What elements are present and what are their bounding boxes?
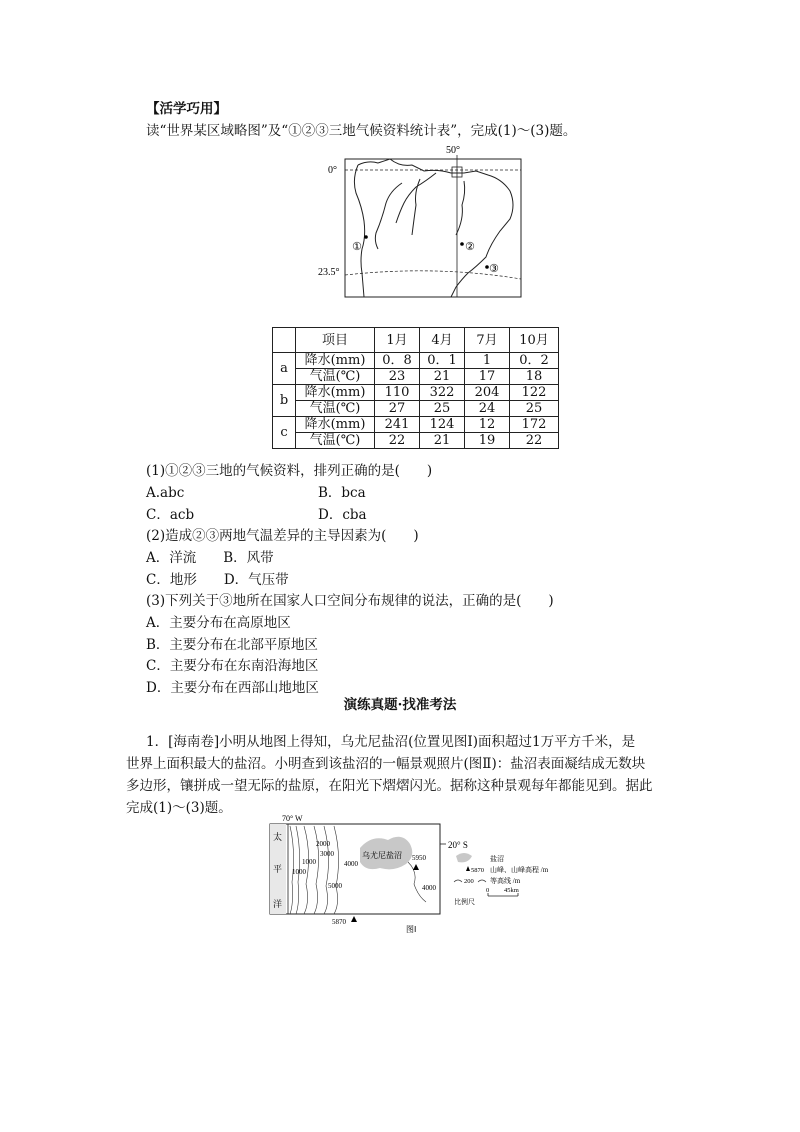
q1-stem: (1)①②③三地的气候资料，排列正确的是( ) (146, 463, 433, 479)
table-cell: 降水(mm) (296, 385, 375, 401)
table-row (273, 417, 559, 433)
table-cell: 322 (420, 385, 465, 401)
figure-caption: 图Ⅰ (406, 925, 417, 934)
table-cell: 18 (510, 369, 559, 385)
table-header-cell: 7月 (465, 328, 510, 353)
legend-peak-value: 5870 (471, 867, 484, 874)
table-row (273, 433, 559, 449)
table-cell: 122 (510, 385, 559, 401)
table-cell: 204 (465, 385, 510, 401)
section-title: 【活学巧用】 (146, 101, 227, 117)
q2-stem: (2)造成②③两地气温差异的主导因素为( ) (146, 528, 419, 544)
point-3-label: ③ (489, 262, 499, 275)
table-cell: 22 (375, 433, 420, 449)
table-cell: 17 (465, 369, 510, 385)
point-1-label: ① (352, 240, 362, 253)
point-2-label: ② (465, 240, 475, 253)
table-cell: 气温(℃) (296, 401, 375, 417)
table-header-row (273, 328, 559, 353)
table-cell: 1 (465, 353, 510, 369)
contour-label: 4000 (344, 860, 358, 868)
legend-salt-swatch (456, 853, 472, 862)
contour-label: 1000 (302, 858, 316, 866)
table-row (273, 385, 559, 401)
q2-options-cd: C．地形 D．气压带 (146, 572, 289, 588)
point-1-dot (364, 235, 368, 239)
table-cell: 25 (420, 401, 465, 417)
table-row (273, 401, 559, 417)
ocean-char: 太 (273, 832, 283, 842)
legend-contour-label: 等高线 /m (490, 877, 521, 885)
group-label: c (273, 417, 296, 449)
uyuni-map (268, 812, 548, 937)
paragraph-line: 1．[海南卷]小明从地图上得知，乌尤尼盐沼(位置见图Ⅰ)面积超过1万平方千米，是 (146, 734, 636, 750)
table-header-blank (273, 328, 296, 353)
table-cell: 12 (465, 417, 510, 433)
contour-label: 2000 (316, 840, 330, 848)
legend-contour-value: 200 (464, 878, 474, 885)
q2-options-ab: A．洋流 B．风带 (146, 550, 274, 566)
q3-option-b: B．主要分布在北部平原地区 (146, 637, 318, 653)
contour-line (334, 826, 339, 914)
table-cell: 降水(mm) (296, 353, 375, 369)
q1-option-d: D．cba (318, 507, 367, 523)
peak-icon (351, 916, 357, 922)
table-header-cell: 1月 (375, 328, 420, 353)
table-header-cell: 4月 (420, 328, 465, 353)
group-label: a (273, 353, 296, 385)
peak-icon (413, 864, 419, 870)
contour-label: 5000 (328, 882, 342, 890)
table-cell: 21 (420, 433, 465, 449)
intro-text: 读“世界某区域略图”及“①②③三地气候资料统计表”，完成(1)～(3)题。 (146, 123, 577, 139)
table-cell: 气温(℃) (296, 433, 375, 449)
coastline-west (354, 165, 364, 297)
scale-45: 45km (504, 887, 519, 894)
table-cell: 110 (375, 385, 420, 401)
contour-label: 1000 (292, 868, 306, 876)
paragraph-line: 完成(1)～(3)题。 (126, 800, 232, 816)
legend-scale-label: 比例尺 (454, 898, 475, 906)
lon-70w-label: 70° W (282, 814, 303, 823)
table-cell: 0．2 (510, 353, 559, 369)
q3-option-c: C．主要分布在东南沿海地区 (146, 658, 319, 674)
q3-option-a: A．主要分布在高原地区 (146, 615, 291, 631)
table-cell: 24 (465, 401, 510, 417)
q1-option-a: A.abc (146, 485, 185, 501)
q3-option-d: D．主要分布在西部山地地区 (146, 680, 319, 696)
table-cell: 19 (465, 433, 510, 449)
table-cell: 0．1 (420, 353, 465, 369)
coastline-east (358, 159, 513, 297)
lon-50-label: 50° (446, 145, 460, 156)
table-row (273, 353, 559, 369)
table-cell: 降水(mm) (296, 417, 375, 433)
salt-flat-label: 乌尤尼盐沼 (362, 851, 402, 860)
table-cell: 21 (420, 369, 465, 385)
table-cell: 23 (375, 369, 420, 385)
ocean-char: 平 (273, 864, 283, 874)
table-header-cell: 10月 (510, 328, 559, 353)
legend-peak-label: 山峰、山峰高程 /m (490, 866, 548, 874)
paragraph-line: 世界上面积最大的盐沼。小明查到该盐沼的一幅景观照片(图Ⅱ)：盐沼表面凝结成无数块 (126, 756, 646, 772)
lat-23-label: 23.5° (318, 267, 340, 278)
legend-contour-icon (478, 880, 486, 882)
legend-salt-label: 盐沼 (490, 855, 504, 863)
paragraph-line: 多边形，镶拼成一望无际的盐原，在阳光下熠熠闪光。据称这种景观每年都能见到。据此 (126, 778, 653, 794)
legend-contour-icon (454, 880, 462, 882)
lat-20s-label: 20° S (448, 840, 468, 850)
contour-label: 3000 (320, 850, 334, 858)
climate-table (272, 327, 559, 449)
scale-zero: 0 (486, 887, 490, 894)
legend-peak-icon (466, 866, 470, 871)
table-cell: 0．8 (375, 353, 420, 369)
table-cell: 27 (375, 401, 420, 417)
contour-label: 4000 (422, 884, 436, 892)
point-2-dot (460, 242, 464, 246)
table-row (273, 369, 559, 385)
table-cell: 124 (420, 417, 465, 433)
q3-stem: (3)下列关于③地所在国家人口空间分布规律的说法，正确的是( ) (146, 593, 554, 609)
table-header-cell: 项目 (296, 328, 375, 353)
ocean-char: 洋 (273, 899, 283, 909)
table-cell: 22 (510, 433, 559, 449)
table-cell: 241 (375, 417, 420, 433)
south-america-map (316, 145, 526, 300)
table-cell: 25 (510, 401, 559, 417)
table-cell: 172 (510, 417, 559, 433)
section-heading: 演练真题·找准考法 (343, 697, 457, 713)
q1-option-b: B．bca (318, 485, 366, 501)
lat-0-label: 0° (328, 165, 337, 176)
q1-option-c: C．acb (146, 507, 195, 523)
peak-elevation: 5950 (412, 854, 426, 862)
map-frame (345, 159, 521, 297)
peak-elevation: 5870 (332, 918, 346, 926)
table-cell: 气温(℃) (296, 369, 375, 385)
group-label: b (273, 385, 296, 417)
